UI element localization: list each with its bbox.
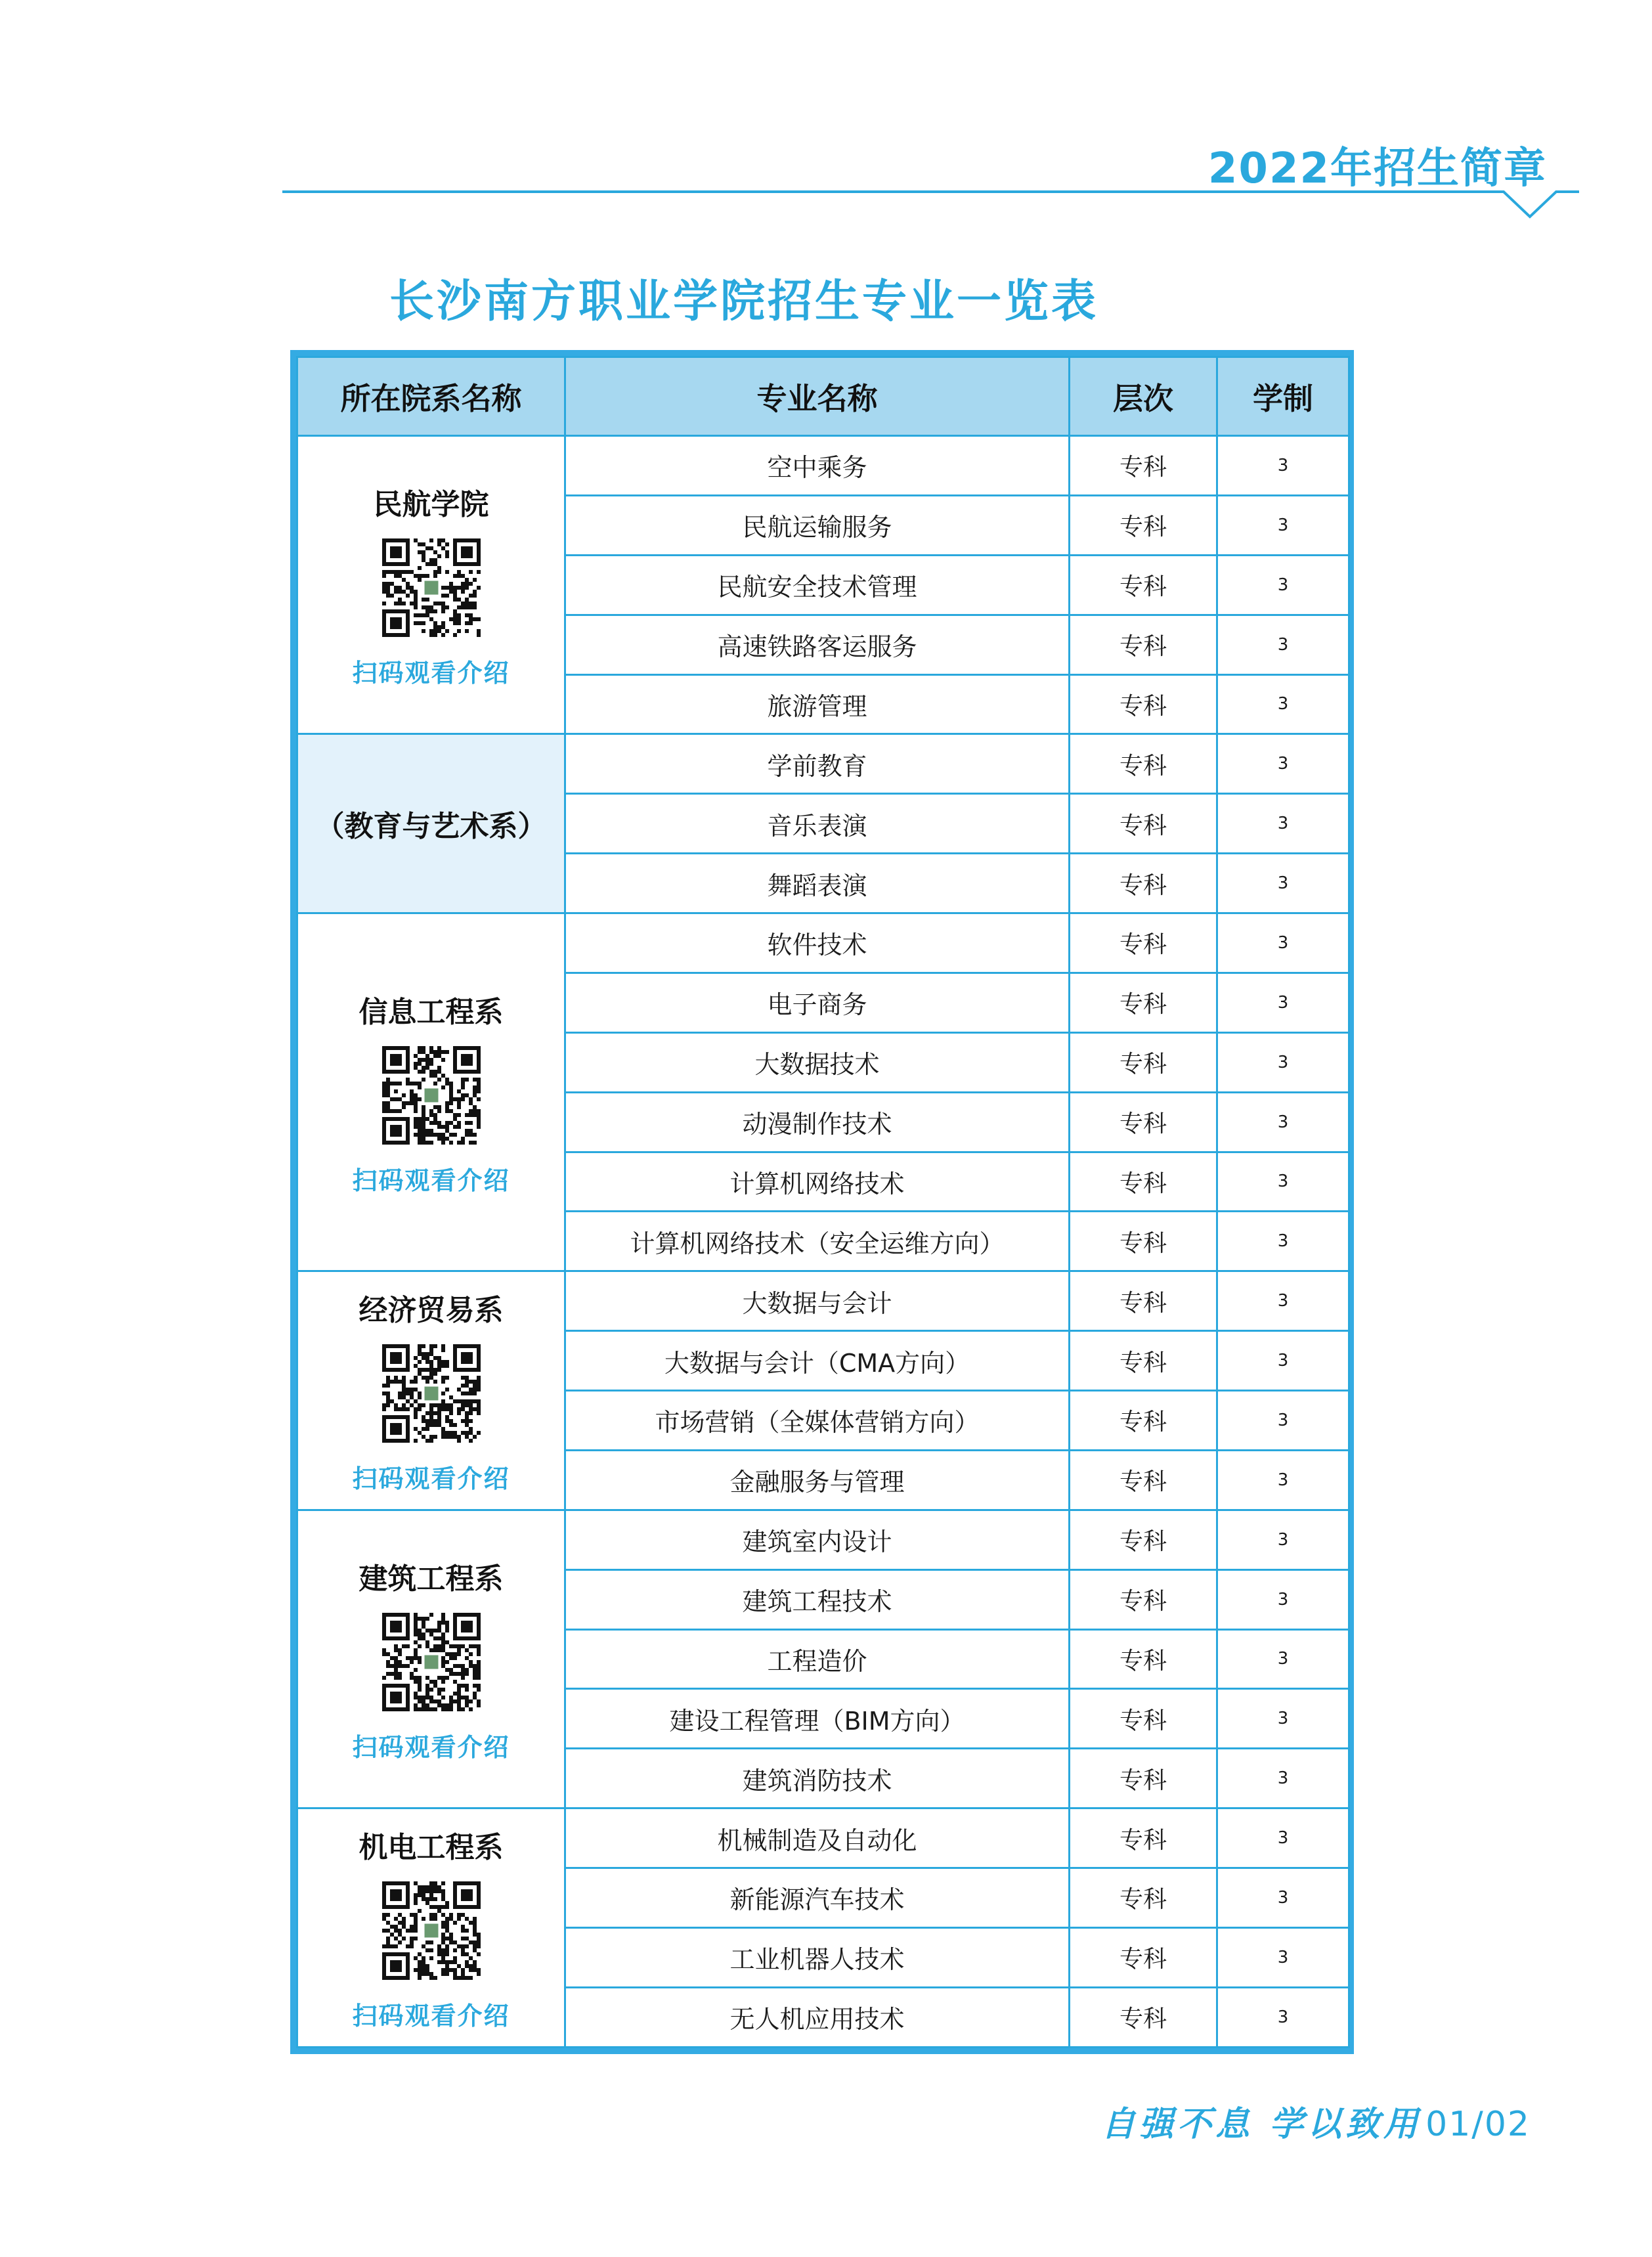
- major-name: 软件技术: [565, 913, 1070, 973]
- major-name: 建筑室内设计: [565, 1510, 1070, 1569]
- page-title: 长沙南方职业学院招生专业一览表: [389, 276, 1098, 328]
- department-cell: [297, 436, 565, 734]
- major-level: 专科: [1070, 674, 1217, 734]
- header-level: 层次: [1070, 357, 1217, 436]
- major-name: 建筑工程技术: [565, 1569, 1070, 1629]
- major-level: 专科: [1070, 1749, 1217, 1808]
- majors-table: [296, 356, 1350, 2048]
- qr-code-icon: [382, 1613, 481, 1711]
- major-duration: 3: [1217, 854, 1349, 913]
- major-level: 专科: [1070, 1092, 1217, 1152]
- table-row: [297, 913, 1349, 973]
- major-duration: 3: [1217, 1391, 1349, 1451]
- major-duration: 3: [1217, 555, 1349, 615]
- brochure-title: 2022年招生简章: [1207, 144, 1547, 193]
- department-cell: [297, 1808, 565, 2048]
- major-level: 专科: [1070, 1868, 1217, 1928]
- major-name: 计算机网络技术: [565, 1152, 1070, 1212]
- scan-qr-label: 扫码观看介绍: [352, 659, 510, 688]
- table-row: [297, 1271, 1349, 1331]
- major-name: 工业机器人技术: [565, 1927, 1070, 1987]
- major-duration: 3: [1217, 615, 1349, 674]
- major-level: 专科: [1070, 854, 1217, 913]
- major-duration: 3: [1217, 1092, 1349, 1152]
- major-level: 专科: [1070, 1927, 1217, 1987]
- table-body: [297, 436, 1349, 2048]
- department-name: 经济贸易系: [359, 1294, 504, 1327]
- department-name: 建筑工程系: [359, 1562, 504, 1596]
- major-name: 动漫制作技术: [565, 1092, 1070, 1152]
- major-level: 专科: [1070, 1331, 1217, 1391]
- major-level: 专科: [1070, 555, 1217, 615]
- major-name: 工程造价: [565, 1629, 1070, 1689]
- major-duration: 3: [1217, 1271, 1349, 1331]
- department-name: 机电工程系: [359, 1831, 504, 1865]
- major-name: 市场营销（全媒体营销方向）: [565, 1391, 1070, 1451]
- scan-qr-label: 扫码观看介绍: [352, 1166, 510, 1195]
- major-level: 专科: [1070, 436, 1217, 496]
- header-duration: 学制: [1217, 357, 1349, 436]
- major-duration: 3: [1217, 794, 1349, 854]
- major-name: 机械制造及自动化: [565, 1808, 1070, 1868]
- major-level: 专科: [1070, 1569, 1217, 1629]
- major-duration: 3: [1217, 1569, 1349, 1629]
- major-level: 专科: [1070, 1629, 1217, 1689]
- table-row: [297, 1510, 1349, 1569]
- major-level: 专科: [1070, 1450, 1217, 1510]
- major-duration: 3: [1217, 1032, 1349, 1092]
- major-level: 专科: [1070, 973, 1217, 1032]
- major-level: 专科: [1070, 913, 1217, 973]
- scan-qr-label: 扫码观看介绍: [352, 1732, 510, 1762]
- major-name: 建筑消防技术: [565, 1749, 1070, 1808]
- major-name: 建设工程管理（BIM方向）: [565, 1689, 1070, 1749]
- major-name: 金融服务与管理: [565, 1450, 1070, 1510]
- department-cell: [297, 1271, 565, 1510]
- majors-table-frame: [290, 350, 1354, 2054]
- major-name: 高速铁路客运服务: [565, 615, 1070, 674]
- qr-code-icon: [382, 538, 481, 637]
- major-level: 专科: [1070, 1032, 1217, 1092]
- scan-qr-label: 扫码观看介绍: [352, 2002, 510, 2031]
- major-level: 专科: [1070, 1689, 1217, 1749]
- major-level: 专科: [1070, 615, 1217, 674]
- department-name: 信息工程系: [359, 995, 504, 1029]
- major-duration: 3: [1217, 734, 1349, 794]
- major-duration: 3: [1217, 1450, 1349, 1510]
- major-duration: 3: [1217, 1808, 1349, 1868]
- qr-code-icon: [382, 1881, 481, 1980]
- qr-code-icon: [382, 1344, 481, 1443]
- major-level: 专科: [1070, 495, 1217, 555]
- page-number: 01/02: [1425, 2105, 1531, 2144]
- major-duration: 3: [1217, 1749, 1349, 1808]
- major-name: 大数据与会计: [565, 1271, 1070, 1331]
- table-row: [297, 734, 1349, 794]
- major-name: 计算机网络技术（安全运维方向）: [565, 1212, 1070, 1271]
- major-name: 民航安全技术管理: [565, 555, 1070, 615]
- major-duration: 3: [1217, 495, 1349, 555]
- major-duration: 3: [1217, 674, 1349, 734]
- department-cell: [297, 734, 565, 913]
- major-name: 新能源汽车技术: [565, 1868, 1070, 1928]
- major-duration: 3: [1217, 1152, 1349, 1212]
- major-name: 大数据与会计（CMA方向）: [565, 1331, 1070, 1391]
- major-duration: 3: [1217, 1927, 1349, 1987]
- major-name: 旅游管理: [565, 674, 1070, 734]
- department-name: 民航学院: [373, 488, 489, 522]
- department-cell: [297, 1510, 565, 1808]
- major-level: 专科: [1070, 734, 1217, 794]
- major-name: 学前教育: [565, 734, 1070, 794]
- major-duration: 3: [1217, 1629, 1349, 1689]
- scan-qr-label: 扫码观看介绍: [352, 1464, 510, 1493]
- major-name: 空中乘务: [565, 436, 1070, 496]
- major-name: 民航运输服务: [565, 495, 1070, 555]
- major-level: 专科: [1070, 1391, 1217, 1451]
- major-duration: 3: [1217, 1868, 1349, 1928]
- major-duration: 3: [1217, 436, 1349, 496]
- department-cell: [297, 913, 565, 1271]
- major-duration: 3: [1217, 1510, 1349, 1569]
- major-name: 音乐表演: [565, 794, 1070, 854]
- major-level: 专科: [1070, 1510, 1217, 1569]
- qr-code-icon: [382, 1046, 481, 1145]
- header-department: 所在院系名称: [297, 357, 565, 436]
- footer: [1101, 2096, 1531, 2145]
- major-name: 舞蹈表演: [565, 854, 1070, 913]
- major-level: 专科: [1070, 1212, 1217, 1271]
- major-level: 专科: [1070, 1271, 1217, 1331]
- footer-motto: 自强不息 学以致用: [1101, 2105, 1422, 2144]
- table-row: [297, 436, 1349, 496]
- major-level: 专科: [1070, 1152, 1217, 1212]
- major-level: 专科: [1070, 794, 1217, 854]
- major-duration: 3: [1217, 913, 1349, 973]
- major-duration: 3: [1217, 1212, 1349, 1271]
- table-row: [297, 1808, 1349, 1868]
- major-name: 大数据技术: [565, 1032, 1070, 1092]
- header-rule: [0, 0, 1652, 236]
- major-duration: 3: [1217, 1689, 1349, 1749]
- major-duration: 3: [1217, 1987, 1349, 2047]
- major-duration: 3: [1217, 1331, 1349, 1391]
- major-name: 电子商务: [565, 973, 1070, 1032]
- table-header-row: [297, 357, 1349, 436]
- major-duration: 3: [1217, 973, 1349, 1032]
- major-level: 专科: [1070, 1987, 1217, 2047]
- department-name: （教育与艺术系）: [315, 810, 547, 844]
- major-level: 专科: [1070, 1808, 1217, 1868]
- major-name: 无人机应用技术: [565, 1987, 1070, 2047]
- header-major: 专业名称: [565, 357, 1070, 436]
